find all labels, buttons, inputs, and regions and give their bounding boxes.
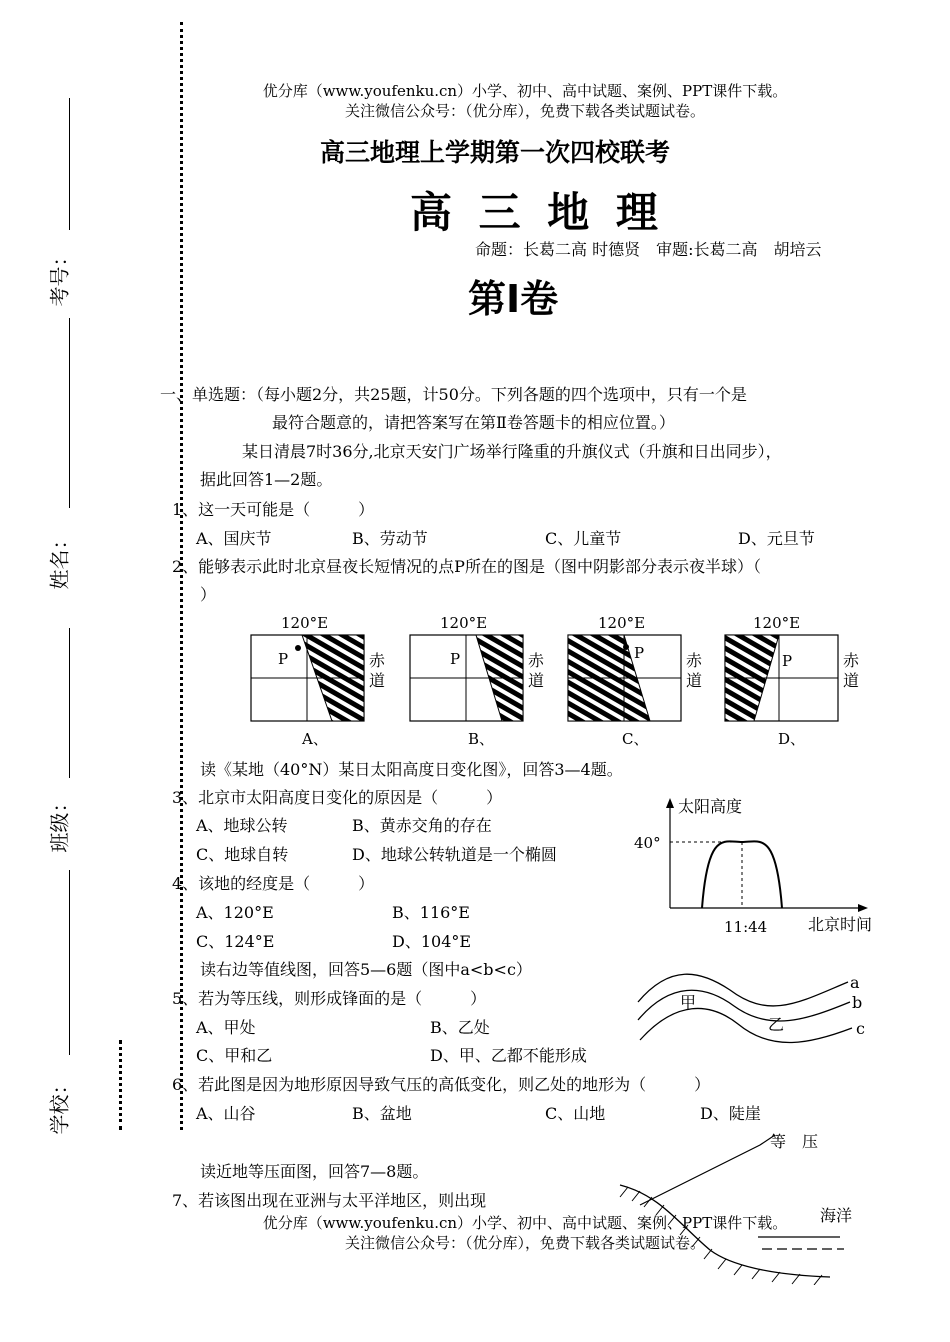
- q1-option-a: A、国庆节: [196, 529, 272, 548]
- q6-stem: 6、若此图是因为地形原因导致气压的高低变化，则乙处的地形为（ ）: [172, 1075, 711, 1094]
- q2-d-point: P: [782, 652, 793, 670]
- section1-heading-cont: 最符合题意的，请把答案写在第Ⅱ卷答题卡的相应位置。）: [272, 413, 675, 432]
- binding-line-2: [69, 318, 70, 508]
- contour-a: a: [850, 973, 860, 992]
- q5-option-b: B、乙处: [430, 1018, 490, 1037]
- q5-option-d: D、甲、乙都不能形成: [430, 1046, 587, 1065]
- q7-stem: 7、若该图出现在亚洲与太平洋地区，则出现: [172, 1191, 487, 1210]
- subject-title: 高 三 地 理: [410, 188, 664, 237]
- sun-altitude-chart: [628, 790, 898, 940]
- q6-option-b: B、盆地: [352, 1104, 412, 1123]
- q2-c-equator1: 赤: [686, 651, 703, 670]
- q2-stem-cont: ）: [200, 585, 217, 604]
- sun-chart-ylabel: 太阳高度: [678, 797, 743, 816]
- q2-b-equator2: 道: [528, 671, 545, 690]
- q2-b-label: B、: [468, 730, 495, 748]
- q2-d-meridian: 120°E: [753, 614, 801, 632]
- q2-a-equator2: 道: [369, 671, 386, 690]
- q2-figures: [240, 610, 940, 750]
- q2-a-label: A、: [302, 730, 328, 748]
- q2-d-equator2: 道: [843, 671, 860, 690]
- binding-line-1: [69, 98, 70, 230]
- q2-c-label: C、: [622, 730, 649, 748]
- contour-jia: 甲: [680, 993, 697, 1012]
- q4-option-c: C、124°E: [196, 932, 275, 951]
- q5-stem: 5、若为等压线，则形成锋面的是（ ）: [172, 989, 487, 1008]
- q1-option-b: B、劳动节: [352, 529, 428, 548]
- q2-b-equator1: 赤: [528, 651, 545, 670]
- school-label: 学校：: [47, 1074, 72, 1135]
- q2-b-point: P: [450, 650, 461, 668]
- q6-option-a: A、山谷: [196, 1104, 256, 1123]
- q5-option-a: A、甲处: [196, 1018, 256, 1037]
- header-ad-line1: 优分库（www.youfenku.cn）小学、初中、高中试题、案例、PPT课件下载。: [262, 82, 788, 100]
- q2-d-equator1: 赤: [843, 651, 860, 670]
- q3-option-a: A、地球公转: [196, 816, 288, 835]
- exam-title: 高三地理上学期第一次四校联考: [320, 138, 671, 167]
- ocean-label: 海洋: [820, 1206, 853, 1225]
- q5-option-c: C、甲和乙: [196, 1046, 273, 1065]
- q3-option-c: C、地球自转: [196, 845, 289, 864]
- contour-c: c: [856, 1019, 865, 1038]
- binding-dotted-line-short: [119, 1040, 122, 1130]
- q2-c-point: P: [634, 644, 645, 662]
- intro-4: 读近地等压面图，回答7—8题。: [200, 1162, 429, 1181]
- q4-stem: 4、该地的经度是（ ）: [172, 874, 375, 893]
- q2-stem: 2、能够表示此时北京昼夜长短情况的点P所在的图是（图中阴影部分表示夜半球）（: [172, 557, 761, 576]
- q4-option-d: D、104°E: [392, 932, 472, 951]
- contour-yi: 乙: [768, 1015, 785, 1034]
- name-label: 姓名：: [47, 529, 72, 590]
- contour-figure: [630, 970, 890, 1070]
- sun-chart-yvalue: 40°: [634, 834, 661, 852]
- intro-2: 读《某地（40°N）某日太阳高度日变化图》，回答3—4题。: [200, 760, 623, 779]
- q2-b-meridian: 120°E: [440, 614, 488, 632]
- q1-option-d: D、元旦节: [738, 529, 815, 548]
- q2-a-meridian: 120°E: [281, 614, 329, 632]
- footer-ad-line1: 优分库（www.youfenku.cn）小学、初中、高中试题、案例、PPT课件下载。: [262, 1214, 788, 1232]
- binding-line-4: [69, 870, 70, 1055]
- intro-3: 读右边等值线图，回答5—6题（图中a<b<c）: [200, 960, 532, 979]
- q4-option-b: B、116°E: [392, 903, 470, 922]
- q3-option-b: B、黄赤交角的存在: [352, 816, 492, 835]
- q2-c-equator2: 道: [686, 671, 703, 690]
- intro-1: 某日清晨7时36分,北京天安门广场举行隆重的升旗仪式（升旗和日出同步），: [242, 442, 782, 461]
- q2-d-label: D、: [778, 730, 806, 748]
- binding-line-3: [69, 628, 70, 778]
- q3-option-d: D、地球公转轨道是一个椭圆: [352, 845, 557, 864]
- footer-ad-line2: 关注微信公众号：（优分库），免费下载各类试题试卷。: [344, 1234, 705, 1252]
- sun-chart-xvalue: 11:44: [724, 918, 768, 936]
- section1-heading: 一、单选题：（每小题2分，共25题，计50分。下列各题的四个选项中，只有一个是: [160, 385, 747, 404]
- q2-figure-a: [251, 614, 386, 748]
- q2-figure-c: [568, 614, 703, 748]
- volume-title: 第Ⅰ卷: [468, 277, 559, 321]
- exam-number-label: 考号：: [47, 246, 72, 307]
- pressure-surface-figure: [600, 1125, 880, 1285]
- sun-chart-xlabel: 北京时间: [808, 915, 873, 934]
- class-label: 班级：: [47, 792, 72, 853]
- q6-option-c: C、山地: [545, 1104, 606, 1123]
- intro-1-cont: 据此回答1—2题。: [200, 470, 333, 489]
- pressure-label: 等 压: [770, 1132, 819, 1151]
- q3-stem: 3、北京市太阳高度日变化的原因是（ ）: [172, 788, 503, 807]
- contour-b: b: [852, 993, 863, 1012]
- header-ad-line2: 关注微信公众号：（优分库），免费下载各类试题试卷。: [344, 102, 705, 120]
- q2-figure-b: [410, 614, 545, 748]
- q1-option-c: C、儿童节: [545, 529, 622, 548]
- q1-stem: 1、这一天可能是（ ）: [172, 500, 375, 519]
- q2-c-meridian: 120°E: [598, 614, 646, 632]
- q2-a-point: P: [278, 650, 289, 668]
- q2-figure-d: [725, 614, 860, 748]
- q4-option-a: A、120°E: [196, 903, 274, 922]
- q6-option-d: D、陡崖: [700, 1104, 761, 1123]
- q2-a-equator1: 赤: [369, 651, 386, 670]
- authors-line: 命题：长葛二高 时德贤 审题:长葛二高 胡培云: [475, 240, 822, 259]
